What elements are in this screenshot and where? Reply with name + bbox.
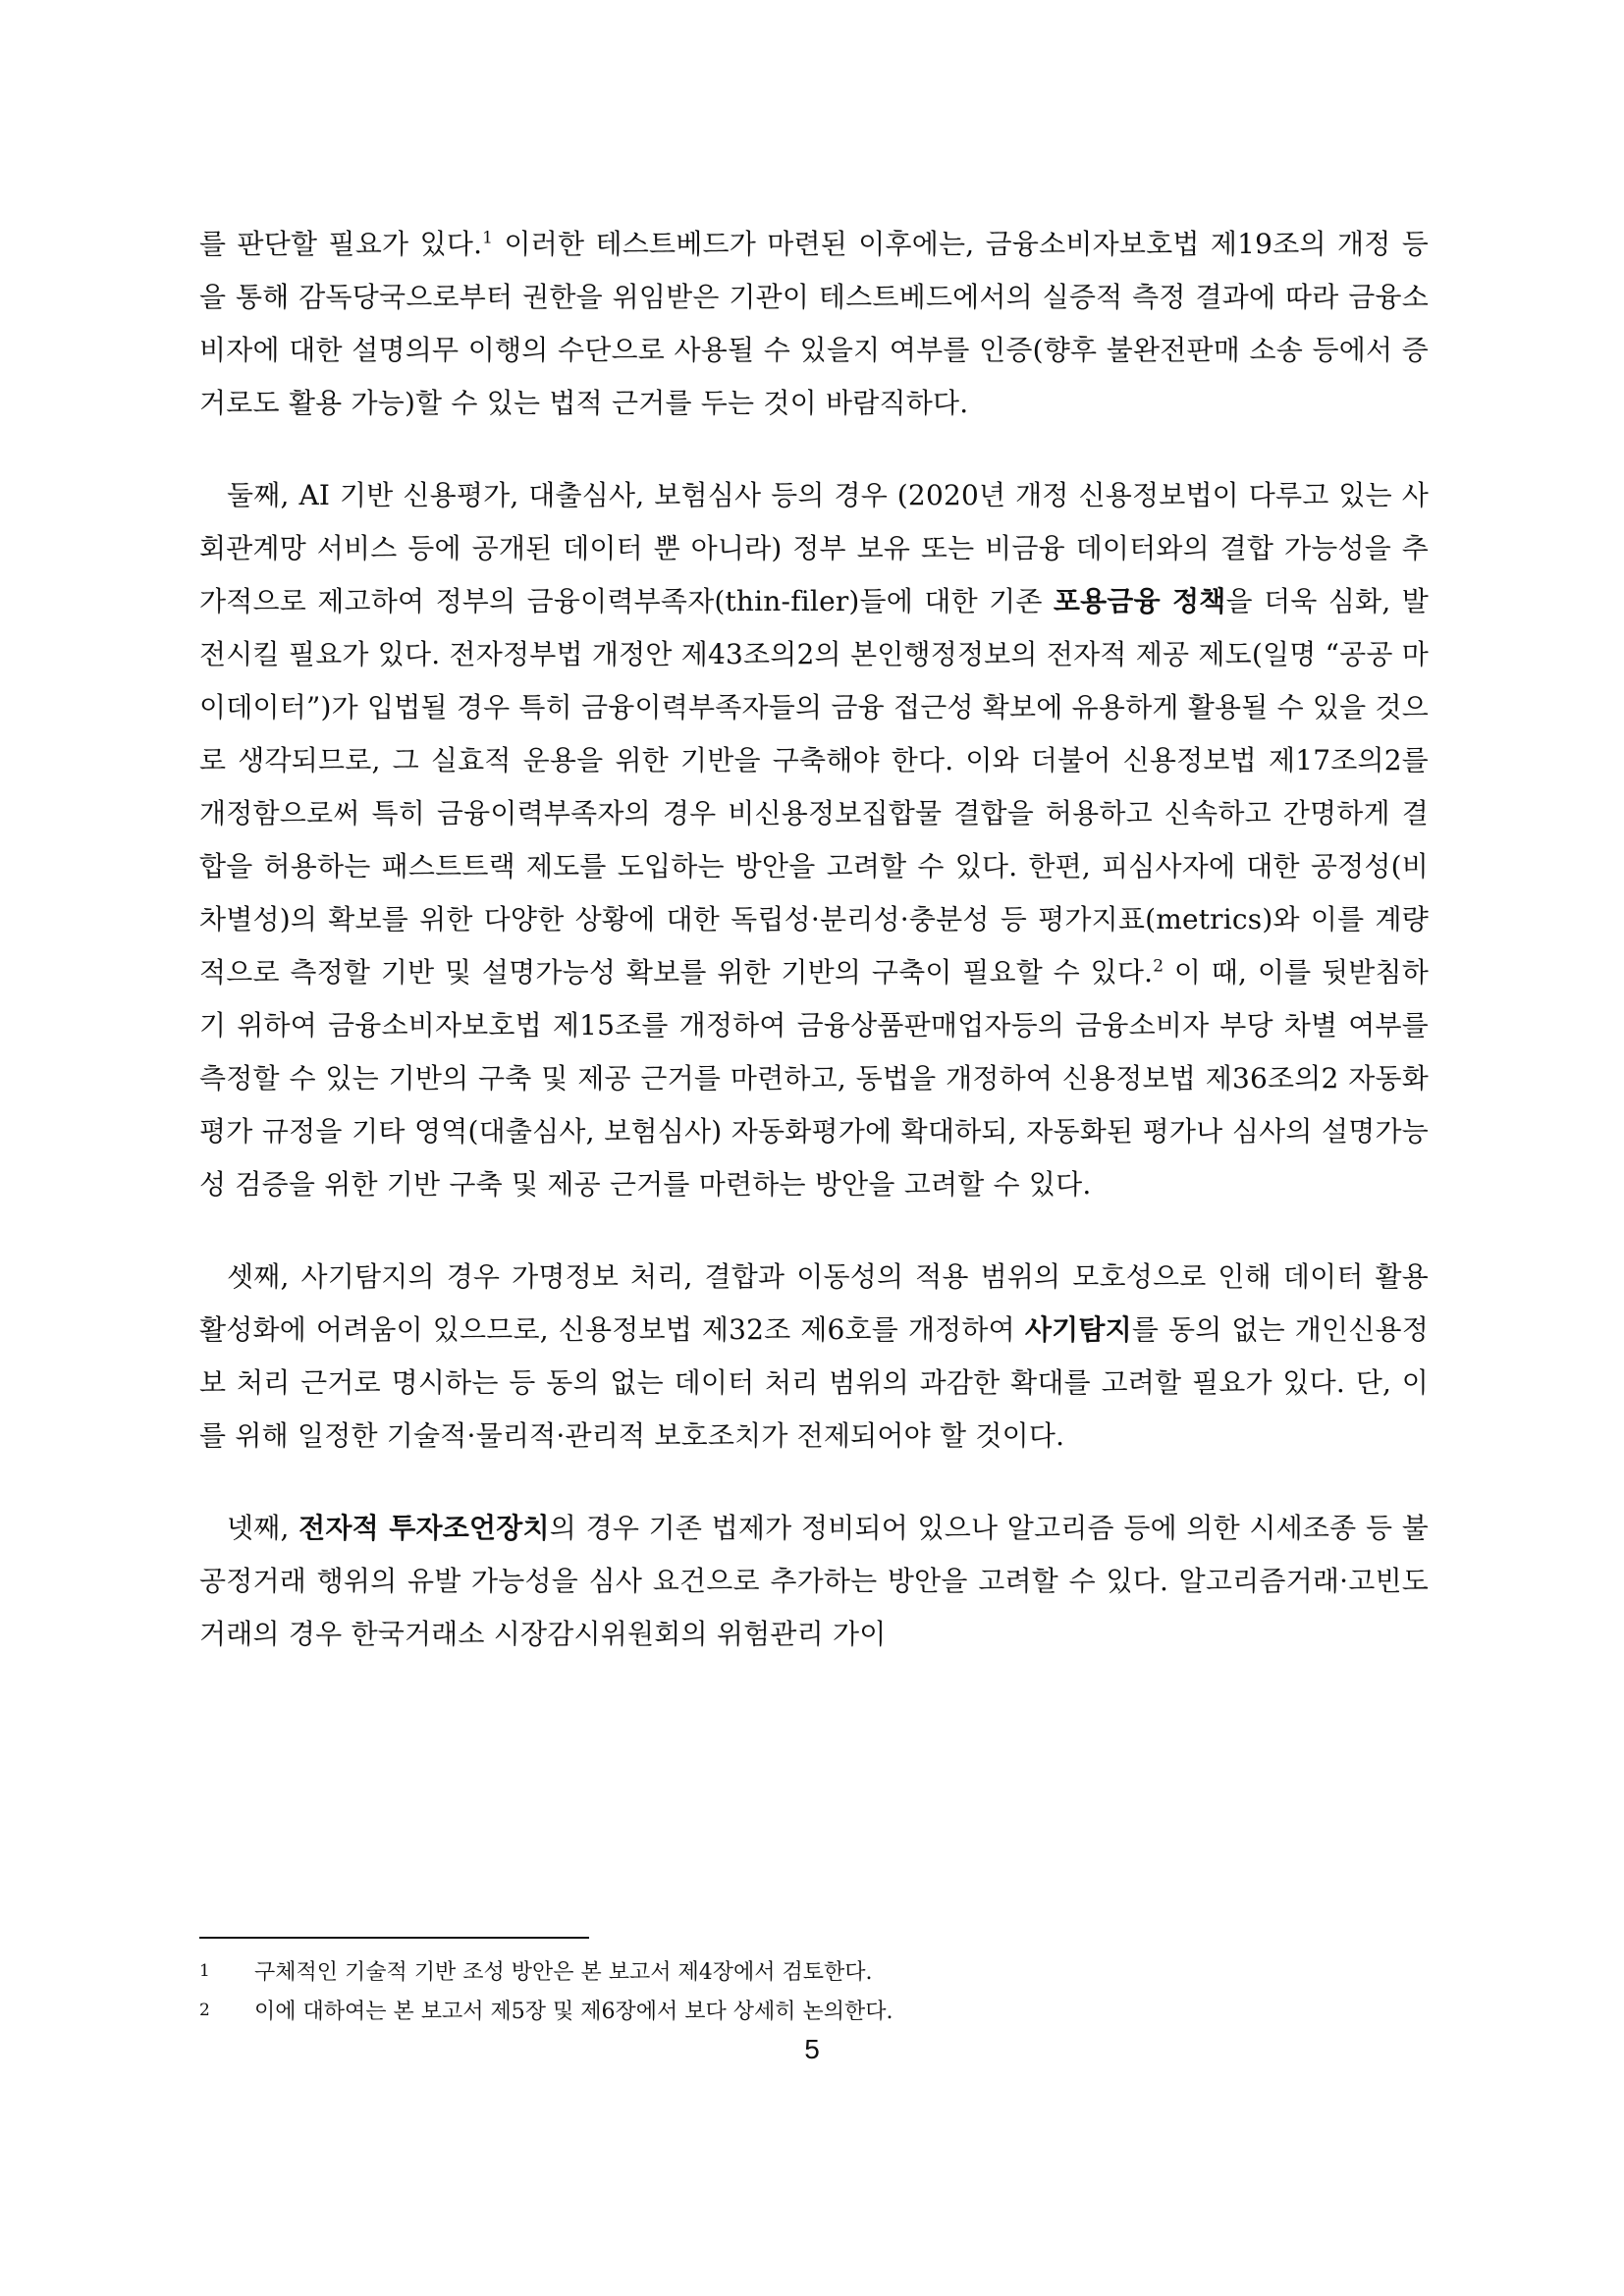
paragraph-4: 넷째, 전자적 투자조언장치의 경우 기존 법제가 정비되어 있으나 알고리즘 등에 의한 시세조종 등 불공정거래 행위의 유발 가능성을 심사 요건으로 추가하는 방안을 고려할 수 있다. 알고리즘거래·고빈도거래의 경우 한국거래소 시장감시위원회의 위험관리 가이 — [199, 1512, 1430, 1650]
body-text — [199, 218, 1429, 1700]
footnote-text: 이에 대하여는 본 보고서 제5장 및 제6장에서 보다 상세히 논의한다. — [254, 2000, 893, 2024]
paragraph-2: 둘째, AI 기반 신용평가, 대출심사, 보험심사 등의 경우 (2020년 개정 신용정보법이 다루고 있는 사회관계망 서비스 등에 공개된 데이터 뿐 아니라) 정부 보유 또는 비금융 데이터와의 결합 가능성을 추가적으로 제고하여 정부의 금융이력부족자(thin-filer)들에 대한 기존 포용금융 정책을 더욱 심화, 발전시킬 필요가 있다. 전자정부법 개정안 제43조의2의 본인행정정보의 전자적 제공 제도(일명 “공공 마이데이터”)가 입법될 경우 특히 금융이력부족자들의 금융 접근성 확보에 유용하게 활용될 수 있을 것으로 생각되므로, 그 실효적 운용을 위한 기반을 구축해야 한다. 이와 더불어 신용정보법 제17조의2를 개정함으로써 특히 금융이력부족자의 경우 비신용정보집합물 결합을 허용하고 신속하고 간명하게 결합을 허용하는 패스트트랙 제도를 도입하는 방안을 고려할 수 있다. 한편, 피심사자에 대한 공정성(비차별성)의 확보를 위한 다양한 상황에 대한 독립성·분리성·충분성 등 평가지표(metrics)와 이를 계량적으로 측정할 기반 및 설명가능성 확보를 위한 기반의 구축이 필요할 수 있다.$^2$ 이 때, 이를 뒷받침하기 위하여 금융소비자보호법 제15조를 개정하여 금융상품판매업자등의 금융소비자 부당 차별 여부를 측정할 수 있는 기반의 구축 및 제공 근거를 마련하고, 동법을 개정하여 신용정보법 제36조의2 자동화평가 규정을 기타 영역(대출심사, 보험심사) 자동화평가에 확대하되, 자동화된 평가나 심사의 설명가능성 검증을 위한 기반 구축 및 제공 근거를 마련하는 방안을 고려할 수 있다. — [199, 479, 1430, 1201]
paragraph-3: 셋째, 사기탐지의 경우 가명정보 처리, 결합과 이동성의 적용 범위의 모호성으로 인해 데이터 활용 활성화에 어려움이 있으므로, 신용정보법 제32조 제6호를 개정하여 사기탐지를 동의 없는 개인신용정보 처리 근거로 명시하는 등 동의 없는 데이터 처리 범위의 과감한 확대를 고려할 필요가 있다. 단, 이를 위해 일정한 기술적·물리적·관리적 보호조치가 전제되어야 할 것이다. — [199, 1260, 1429, 1452]
page-number: 5 — [804, 2034, 820, 2064]
footnote-number: 2 — [199, 2001, 210, 2020]
footnote-divider — [199, 1937, 589, 1939]
footnotes — [199, 1953, 1429, 2032]
footnote-text: 구체적인 기술적 기반 조성 방안은 본 보고서 제4장에서 검토한다. — [254, 1960, 873, 1985]
footnote-number: 1 — [199, 1961, 210, 1981]
footnote-1 — [199, 1953, 1429, 1993]
paragraph-1: 를 판단할 필요가 있다.$^1$ 이러한 테스트베드가 마련된 이후에는, 금융소비자보호법 제19조의 개정 등을 통해 감독당국으로부터 권한을 위임받은 기관이 테스트베드에서의 실증적 측정 결과에 따라 금융소비자에 대한 설명의무 이행의 수단으로 사용될 수 있을지 여부를 인증(향후 불완전판매 소송 등에서 증거로도 활용 가능)할 수 있는 법적 근거를 두는 것이 바람직하다. — [199, 228, 1429, 419]
footnote-2 — [199, 1993, 1429, 2032]
